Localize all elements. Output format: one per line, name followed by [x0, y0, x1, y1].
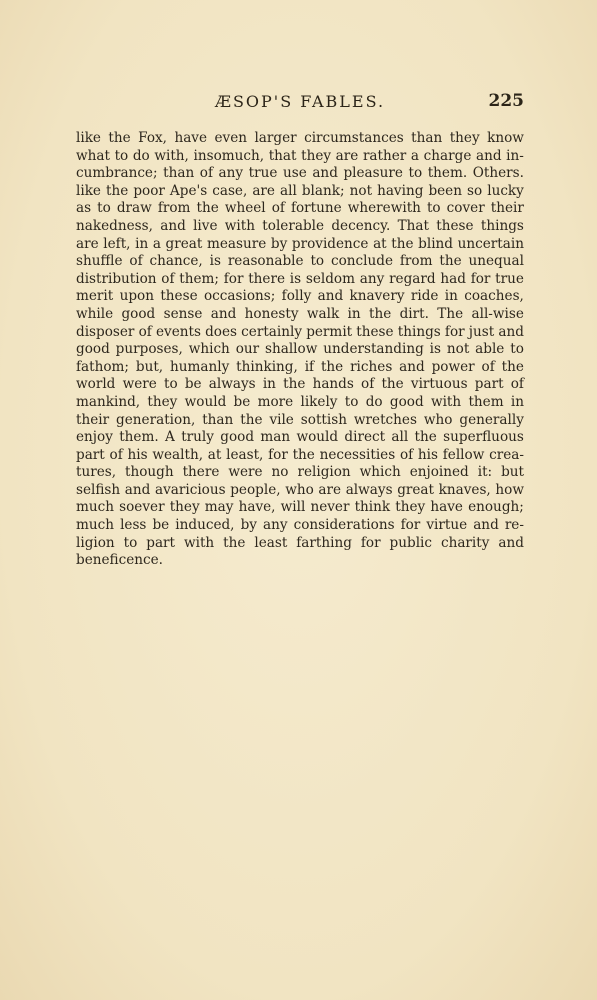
text-line: as to draw from the wheel of fortune wherewith to cover their [76, 200, 524, 217]
text-line: enjoy them. A truly good man would direct all the superfluous [76, 429, 524, 446]
text-line: disposer of events does certainly permit these things for just and [76, 323, 524, 340]
text-line: what to do with, insomuch, that they are rather a charge and in- [76, 147, 524, 164]
text-line: good purposes, which our shallow understanding is not able to [76, 341, 524, 358]
text-line: their generation, than the vile sottish wretches who generally [76, 411, 524, 428]
text-line: like the poor Ape's case, are all blank; not having been so lucky [76, 182, 524, 199]
page-header [76, 88, 524, 116]
page-number: 225 [488, 91, 524, 111]
text-line: mankind, they would be more likely to do good with them in [76, 393, 524, 410]
text-line: much soever they may have, will never think they have enough; [76, 499, 524, 516]
text-line: beneficence. [76, 552, 164, 569]
text-line: much less be induced, by any considerations for virtue and re- [76, 517, 524, 534]
text-line: shuffle of chance, is reasonable to conclude from the unequal [76, 253, 524, 270]
text-line: are left, in a great measure by providence at the blind uncertain [76, 235, 524, 252]
text-line: tures, though there were no religion which enjoined it: but [76, 464, 524, 481]
text-line: like the Fox, have even larger circumstances than they know [76, 130, 524, 146]
text-line: world were to be always in the hands of the virtuous part of [76, 376, 524, 393]
text-line: part of his wealth, at least, for the necessities of his fellow crea- [76, 446, 524, 463]
running-title: ÆSOP'S FABLES. [214, 92, 386, 111]
body-text [76, 130, 524, 570]
text-line: distribution of them; for there is seldom any regard had for true [76, 270, 524, 287]
text-line: ligion to part with the least farthing for public charity and [76, 534, 524, 551]
text-line: merit upon these occasions; folly and knavery ride in coaches, [76, 288, 524, 305]
text-line: cumbrance; than of any true use and pleasure to them. Others. [76, 165, 524, 182]
text-line: selfish and avaricious people, who are always great knaves, how [76, 481, 524, 498]
text-line: nakedness, and live with tolerable decency. That these things [76, 217, 524, 234]
text-line: while good sense and honesty walk in the dirt. The all-wise [76, 305, 524, 322]
text-line: fathom; but, humanly thinking, if the riches and power of the [76, 358, 524, 375]
